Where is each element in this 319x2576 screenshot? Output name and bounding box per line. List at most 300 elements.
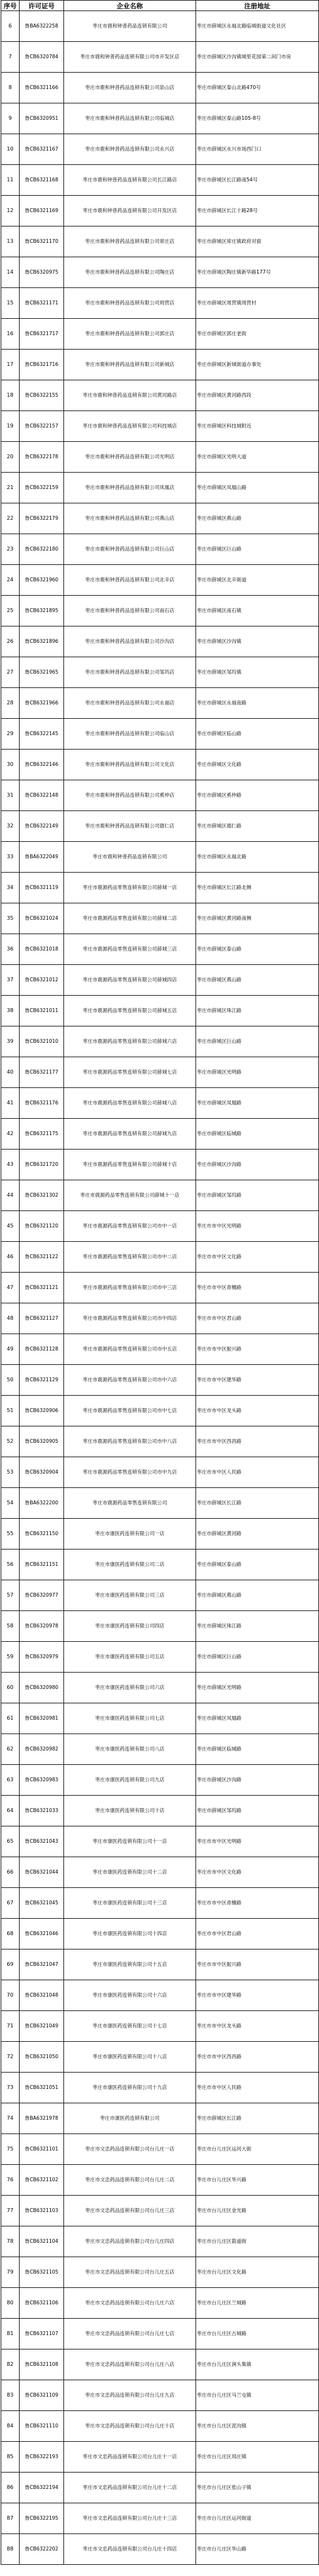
company-name: 枣庄市康医药连锁有限公司一店 bbox=[64, 1519, 196, 1550]
company-name: 枣庄市鹿和钟普药品连锁有限公司科技城店 bbox=[64, 411, 196, 442]
row-number: 30 bbox=[1, 750, 20, 780]
company-name: 枣庄市鹿和钟普药品连锁有限公司巨山店 bbox=[64, 534, 196, 565]
license-number: 鲁BA6322200 bbox=[20, 1488, 64, 1519]
company-name: 枣庄市文忠药品连锁有限公司台儿庄八店 bbox=[64, 2349, 196, 2380]
license-number: 鲁CB6321895 bbox=[20, 596, 64, 626]
license-number: 鲁CB6321176 bbox=[20, 1088, 64, 1119]
company-name: 枣庄市鹿源药品零售连锁有限公司薛城十一店 bbox=[64, 1180, 196, 1211]
table-row bbox=[1, 1057, 319, 1088]
row-number: 70 bbox=[1, 1980, 20, 2011]
registered-address: 枣庄市市中区人民路 bbox=[196, 1457, 319, 1488]
row-number: 86 bbox=[1, 2473, 20, 2503]
license-number: 鲁CB6320977 bbox=[20, 1580, 64, 1611]
table-row bbox=[1, 473, 319, 503]
license-number: 鲁CB6321109 bbox=[20, 2380, 64, 2411]
company-name: 枣庄市鹿和钟普药品连锁有限公司凤凰店 bbox=[64, 473, 196, 503]
table-row bbox=[1, 319, 319, 350]
table-row bbox=[1, 503, 319, 534]
company-name: 枣庄市康医药连锁有限公司九店 bbox=[64, 1765, 196, 1796]
company-name: 枣庄市鹿源药品零售连锁有限公司市中八店 bbox=[64, 1426, 196, 1457]
row-number: 59 bbox=[1, 1642, 20, 1673]
registered-address: 枣庄市市中区青檀路 bbox=[196, 1273, 319, 1303]
company-name: 枣庄市文忠药品连锁有限公司台儿庄四店 bbox=[64, 2226, 196, 2257]
registered-address: 枣庄市市中区建华路 bbox=[196, 1980, 319, 2011]
table-row bbox=[1, 719, 319, 750]
table-row bbox=[1, 657, 319, 688]
registered-address: 枣庄市薛城区奚仲路 bbox=[196, 780, 319, 811]
row-number: 74 bbox=[1, 2103, 20, 2134]
row-number: 76 bbox=[1, 2165, 20, 2196]
row-number: 62 bbox=[1, 1734, 20, 1765]
table-row bbox=[1, 1673, 319, 1703]
company-name: 枣庄市康医药连锁有限公司五店 bbox=[64, 1642, 196, 1673]
row-number: 15 bbox=[1, 288, 20, 319]
registered-address: 枣庄市薛城区巨山路 bbox=[196, 1026, 319, 1057]
company-name: 枣庄市康医药连锁有限公司十四店 bbox=[64, 1919, 196, 1950]
company-name: 枣庄市康医药连锁有限公司八店 bbox=[64, 1734, 196, 1765]
row-number: 7 bbox=[1, 42, 20, 73]
table-row bbox=[1, 2165, 319, 2196]
company-name: 枣庄市鹿和钟普药品连锁有限公司临城店 bbox=[64, 103, 196, 134]
row-number: 50 bbox=[1, 1365, 20, 1396]
table-row bbox=[1, 2257, 319, 2288]
row-number: 27 bbox=[1, 657, 20, 688]
table-row bbox=[1, 596, 319, 626]
row-number: 52 bbox=[1, 1426, 20, 1457]
company-name: 枣庄市鹿和钟普药品连锁有限公司南石店 bbox=[64, 596, 196, 626]
license-number: 鲁CB6321033 bbox=[20, 1796, 64, 1826]
table-row bbox=[1, 1826, 319, 1857]
license-number: 鲁CB6321047 bbox=[20, 1950, 64, 1980]
table-row bbox=[1, 350, 319, 380]
registered-address: 枣庄市市中区龙头路 bbox=[196, 1396, 319, 1426]
registered-address: 枣庄市薛城区长江路 bbox=[196, 2103, 319, 2134]
row-number: 73 bbox=[1, 2073, 20, 2103]
table-row bbox=[1, 2411, 319, 2442]
company-name: 枣庄市鹿源药品零售连锁有限公司市中四店 bbox=[64, 1303, 196, 1334]
company-name: 枣庄市鹿源药品零售连锁有限公司薛城八店 bbox=[64, 1088, 196, 1119]
license-number: 鲁CB6321049 bbox=[20, 2011, 64, 2042]
company-name: 枣庄市康医药连锁有限公司三店 bbox=[64, 1580, 196, 1611]
license-number: 鲁CB6320975 bbox=[20, 257, 64, 288]
row-number: 72 bbox=[1, 2042, 20, 2073]
registered-address: 枣庄市台儿庄区泥沟镇 bbox=[196, 2411, 319, 2442]
license-number: 鲁CB6321018 bbox=[20, 934, 64, 965]
row-number: 58 bbox=[1, 1611, 20, 1642]
registered-address: 枣庄市薛城区黄河路西段 bbox=[196, 380, 319, 411]
row-number: 77 bbox=[1, 2196, 20, 2226]
company-name: 枣庄市鹿和钟普药品连锁有限公司德仁店 bbox=[64, 811, 196, 842]
company-name: 枣庄市鹿源药品零售连锁有限公司薛城六店 bbox=[64, 1026, 196, 1057]
registered-address: 枣庄市薛城区永福北路临城街道文化社区 bbox=[196, 11, 319, 42]
table-row bbox=[1, 2503, 319, 2534]
license-number: 鲁CB6321122 bbox=[20, 1242, 64, 1273]
table-row bbox=[1, 1580, 319, 1611]
license-number: 鲁CB6321960 bbox=[20, 565, 64, 596]
table-row bbox=[1, 257, 319, 288]
license-number: 鲁CB6321129 bbox=[20, 1365, 64, 1396]
registered-address: 枣庄市薛城区珠江路 bbox=[196, 996, 319, 1026]
company-name: 枣庄市康医药连锁有限公司十一店 bbox=[64, 1826, 196, 1857]
company-name: 枣庄市鹿源药品零售连锁有限公司市中二店 bbox=[64, 1242, 196, 1273]
license-number: 鲁BA6322049 bbox=[20, 842, 64, 873]
registered-address: 枣庄市薛城区长江路南54号 bbox=[196, 165, 319, 196]
row-number: 66 bbox=[1, 1857, 20, 1888]
row-number: 40 bbox=[1, 1057, 20, 1088]
row-number: 64 bbox=[1, 1796, 20, 1826]
license-number: 鲁CB6321150 bbox=[20, 1519, 64, 1550]
license-number: 鲁CB6321011 bbox=[20, 996, 64, 1026]
company-name: 枣庄市康医药连锁有限公司十七店 bbox=[64, 2011, 196, 2042]
company-name: 枣庄市鹿和钟普药品连锁有限公司光明店 bbox=[64, 442, 196, 473]
license-number: 鲁CB6320980 bbox=[20, 1673, 64, 1703]
company-name: 枣庄市鹿和钟普药品连锁有限公司永兴店 bbox=[64, 134, 196, 165]
license-number: 鲁CB6321170 bbox=[20, 227, 64, 257]
license-number: 鲁CB6321965 bbox=[20, 657, 64, 688]
registered-address: 枣庄市薛城区郭庄老街 bbox=[196, 319, 319, 350]
registered-address: 枣庄市薛城区珠江路 bbox=[196, 1611, 319, 1642]
row-number: 37 bbox=[1, 965, 20, 996]
table-row bbox=[1, 2134, 319, 2165]
row-number: 28 bbox=[1, 688, 20, 719]
table-row bbox=[1, 1734, 319, 1765]
registered-address: 枣庄市薛城区巨山路 bbox=[196, 1642, 319, 1673]
table-row bbox=[1, 134, 319, 165]
license-number: 鲁CB6322178 bbox=[20, 442, 64, 473]
company-name: 枣庄市康医药连锁有限公司十九店 bbox=[64, 2073, 196, 2103]
table-row bbox=[1, 934, 319, 965]
registered-address: 枣庄市台儿庄区张山子镇 bbox=[196, 2473, 319, 2503]
company-name: 枣庄市鹿源药品零售连锁有限公司市中三店 bbox=[64, 1273, 196, 1303]
company-name: 枣庄市康医药连锁有限公司二店 bbox=[64, 1550, 196, 1580]
company-name: 枣庄市康医药连锁有限公司四店 bbox=[64, 1611, 196, 1642]
table-row bbox=[1, 1211, 319, 1242]
company-name: 枣庄市鹿和钟普药品连锁有限公司黄河路店 bbox=[64, 380, 196, 411]
registered-address: 枣庄市市中区光明路 bbox=[196, 1211, 319, 1242]
license-number: 鲁CB6321127 bbox=[20, 1303, 64, 1334]
license-number: 鲁CB6321051 bbox=[20, 2073, 64, 2103]
license-number: 鲁CB6321024 bbox=[20, 903, 64, 934]
row-number: 51 bbox=[1, 1396, 20, 1426]
license-number: 鲁CB6321107 bbox=[20, 2319, 64, 2349]
table-row bbox=[1, 1857, 319, 1888]
row-number: 81 bbox=[1, 2319, 20, 2349]
registered-address: 枣庄市台儿庄区运河大街 bbox=[196, 2134, 319, 2165]
license-number: 鲁CB6321151 bbox=[20, 1550, 64, 1580]
row-number: 60 bbox=[1, 1673, 20, 1703]
table-row bbox=[1, 1088, 319, 1119]
company-name: 枣庄市鹿和钟普药品连锁有限公司邹坞店 bbox=[64, 657, 196, 688]
table-row bbox=[1, 1242, 319, 1273]
license-number: 鲁CB6321128 bbox=[20, 1334, 64, 1365]
company-name: 枣庄市鹿和钟普药品连锁有限公司泉山店 bbox=[64, 73, 196, 103]
registered-address: 枣庄市台儿庄区箭道街 bbox=[196, 2226, 319, 2257]
license-number: 鲁CB6321048 bbox=[20, 1980, 64, 2011]
license-number: 鲁BA6322258 bbox=[20, 11, 64, 42]
registered-address: 枣庄市薛城区北辛街道 bbox=[196, 565, 319, 596]
company-name: 枣庄市鹿和钟普药品连锁有限公司陶庄店 bbox=[64, 257, 196, 288]
company-name: 枣庄市鹿源药品零售连锁有限公司薛城十店 bbox=[64, 1150, 196, 1180]
license-number: 鲁CB6321716 bbox=[20, 350, 64, 380]
company-name: 枣庄市鹿和钟普药品连锁有限公司沙沟店 bbox=[64, 626, 196, 657]
license-number: 鲁CB6321120 bbox=[20, 1211, 64, 1242]
table-row bbox=[1, 1950, 319, 1980]
license-number: 鲁CB6322148 bbox=[20, 780, 64, 811]
registered-address: 枣庄市薛城区沙沟路 bbox=[196, 1150, 319, 1180]
table-row bbox=[1, 1888, 319, 1919]
company-name: 枣庄市鹿源药品零售连锁有限公司 bbox=[64, 1488, 196, 1519]
license-number: 鲁CB6321045 bbox=[20, 1888, 64, 1919]
table-row bbox=[1, 1611, 319, 1642]
license-number: 鲁CB6321103 bbox=[20, 2196, 64, 2226]
registered-address: 枣庄市台儿庄区华山路 bbox=[196, 2534, 319, 2565]
table-row bbox=[1, 965, 319, 996]
row-number: 9 bbox=[1, 103, 20, 134]
company-name: 枣庄市鹿源药品零售连锁有限公司市中五店 bbox=[64, 1334, 196, 1365]
table-row bbox=[1, 565, 319, 596]
registered-address: 枣庄市薛城区陶庄镇新华路177号 bbox=[196, 257, 319, 288]
table-row bbox=[1, 1150, 319, 1180]
table-row bbox=[1, 1365, 319, 1396]
row-number: 65 bbox=[1, 1826, 20, 1857]
license-number: 鲁CB6321717 bbox=[20, 319, 64, 350]
row-number: 25 bbox=[1, 596, 20, 626]
registered-address: 枣庄市市中区西昌路 bbox=[196, 2042, 319, 2073]
license-number: 鲁CB6320951 bbox=[20, 103, 64, 134]
license-number: 鲁CB6322193 bbox=[20, 2442, 64, 2473]
registered-address: 枣庄市市中区文化路 bbox=[196, 1242, 319, 1273]
license-number: 鲁CB6321167 bbox=[20, 134, 64, 165]
row-number: 53 bbox=[1, 1457, 20, 1488]
registered-address: 枣庄市薛城区德仁路 bbox=[196, 811, 319, 842]
row-number: 54 bbox=[1, 1488, 20, 1519]
col-header-license: 许可证号 bbox=[20, 1, 64, 11]
row-number: 82 bbox=[1, 2349, 20, 2380]
table-row bbox=[1, 2103, 319, 2134]
table-row bbox=[1, 1180, 319, 1211]
row-number: 43 bbox=[1, 1150, 20, 1180]
row-number: 49 bbox=[1, 1334, 20, 1365]
registered-address: 枣庄市薛城区光明路 bbox=[196, 1673, 319, 1703]
table-row bbox=[1, 1642, 319, 1673]
table-row bbox=[1, 750, 319, 780]
license-number: 鲁CB6322157 bbox=[20, 411, 64, 442]
table-row bbox=[1, 411, 319, 442]
license-number: 鲁CB6321169 bbox=[20, 196, 64, 227]
license-number: 鲁CB6322155 bbox=[20, 380, 64, 411]
table-row bbox=[1, 2042, 319, 2073]
registered-address: 枣庄市台儿庄区兰城路 bbox=[196, 2288, 319, 2319]
row-number: 35 bbox=[1, 903, 20, 934]
row-number: 17 bbox=[1, 350, 20, 380]
company-name: 枣庄市康医药连锁有限公司六店 bbox=[64, 1673, 196, 1703]
table-row bbox=[1, 2473, 319, 2503]
company-name: 枣庄市鹿源药品零售连锁有限公司薛城五店 bbox=[64, 996, 196, 1026]
company-name: 枣庄市文忠药品连锁有限公司台儿庄十二店 bbox=[64, 2473, 196, 2503]
registered-address: 枣庄市薛城区邹坞路 bbox=[196, 1180, 319, 1211]
license-number: 鲁CB6321121 bbox=[20, 1273, 64, 1303]
row-number: 6 bbox=[1, 11, 20, 42]
row-number: 80 bbox=[1, 2288, 20, 2319]
table-row bbox=[1, 380, 319, 411]
company-name: 枣庄市鹿源药品零售连锁有限公司薛城九店 bbox=[64, 1119, 196, 1150]
row-number: 34 bbox=[1, 873, 20, 903]
registered-address: 枣庄市薛城区燕山路 bbox=[196, 503, 319, 534]
license-number: 鲁CB6321119 bbox=[20, 873, 64, 903]
company-name: 枣庄市鹿和钟普药品连锁有限公司奚仲店 bbox=[64, 780, 196, 811]
company-name: 枣庄市文忠药品连锁有限公司台儿庄三店 bbox=[64, 2196, 196, 2226]
table-row bbox=[1, 811, 319, 842]
row-number: 84 bbox=[1, 2411, 20, 2442]
company-name: 枣庄市康医药连锁有限公司七店 bbox=[64, 1703, 196, 1734]
company-name: 枣庄市文忠药品连锁有限公司台儿庄九店 bbox=[64, 2380, 196, 2411]
row-number: 23 bbox=[1, 534, 20, 565]
col-header-company: 企业名称 bbox=[64, 1, 196, 11]
table-row bbox=[1, 780, 319, 811]
row-number: 69 bbox=[1, 1950, 20, 1980]
table-row bbox=[1, 1273, 319, 1303]
table-row bbox=[1, 1519, 319, 1550]
registered-address: 枣庄市薛城区长江十路28号 bbox=[196, 196, 319, 227]
table-row bbox=[1, 227, 319, 257]
registered-address: 枣庄市薛城区光明大道 bbox=[196, 442, 319, 473]
company-name: 枣庄市康医药连锁有限公司十五店 bbox=[64, 1950, 196, 1980]
registered-address: 枣庄市薛城区长江路北侧 bbox=[196, 873, 319, 903]
table-body bbox=[1, 11, 319, 2565]
registered-address: 枣庄市薛城区燕山路 bbox=[196, 1580, 319, 1611]
license-number: 鲁CB6320904 bbox=[20, 1457, 64, 1488]
table-row bbox=[1, 1334, 319, 1365]
registered-address: 枣庄市市中区君山路 bbox=[196, 1303, 319, 1334]
table-row bbox=[1, 842, 319, 873]
table-row bbox=[1, 103, 319, 134]
row-number: 12 bbox=[1, 196, 20, 227]
table-row bbox=[1, 1980, 319, 2011]
company-name: 枣庄市康医药连锁有限公司十三店 bbox=[64, 1888, 196, 1919]
company-name: 枣庄市鹿源药品零售连锁有限公司市中七店 bbox=[64, 1396, 196, 1426]
registered-address: 枣庄市薛城区永福南路 bbox=[196, 688, 319, 719]
table-row bbox=[1, 1703, 319, 1734]
row-number: 36 bbox=[1, 934, 20, 965]
license-number: 鲁CB6322195 bbox=[20, 2503, 64, 2534]
row-number: 20 bbox=[1, 442, 20, 473]
license-number: 鲁CB6321966 bbox=[20, 688, 64, 719]
license-number: 鲁CB6321166 bbox=[20, 73, 64, 103]
table-row bbox=[1, 2196, 319, 2226]
registered-address: 枣庄市薛城区临城路 bbox=[196, 1734, 319, 1765]
row-number: 78 bbox=[1, 2226, 20, 2257]
license-number: 鲁CB6320979 bbox=[20, 1642, 64, 1673]
company-name: 枣庄市文忠药品连锁有限公司台儿庄十一店 bbox=[64, 2442, 196, 2473]
table-row bbox=[1, 2442, 319, 2473]
license-number: 鲁BA6321978 bbox=[20, 2103, 64, 2134]
registered-address: 枣庄市市中区龙头路 bbox=[196, 2011, 319, 2042]
license-number: 鲁CB6321104 bbox=[20, 2226, 64, 2257]
row-number: 41 bbox=[1, 1088, 20, 1119]
company-name: 枣庄市鹿源药品零售连锁有限公司薛城二店 bbox=[64, 903, 196, 934]
registered-address: 枣庄市薛城区光明路 bbox=[196, 1057, 319, 1088]
row-number: 46 bbox=[1, 1242, 20, 1273]
license-number: 鲁CB6322179 bbox=[20, 503, 64, 534]
table-row bbox=[1, 196, 319, 227]
table-row bbox=[1, 1488, 319, 1519]
registered-address: 枣庄市薛城区邹坞镇 bbox=[196, 657, 319, 688]
license-number: 鲁CB6322146 bbox=[20, 750, 64, 780]
table-row bbox=[1, 11, 319, 42]
row-number: 22 bbox=[1, 503, 20, 534]
table-row bbox=[1, 2288, 319, 2319]
row-number: 24 bbox=[1, 565, 20, 596]
registered-address: 枣庄市薛城区黄河路 bbox=[196, 1519, 319, 1550]
row-number: 13 bbox=[1, 227, 20, 257]
row-number: 79 bbox=[1, 2257, 20, 2288]
license-number: 鲁CB6321044 bbox=[20, 1857, 64, 1888]
table-row bbox=[1, 2349, 319, 2380]
company-name: 枣庄市鹿源药品零售连锁有限公司薛城三店 bbox=[64, 934, 196, 965]
company-name: 枣庄市鹿源药品零售连锁有限公司薛城七店 bbox=[64, 1057, 196, 1088]
row-number: 47 bbox=[1, 1273, 20, 1303]
table-row bbox=[1, 534, 319, 565]
table-row bbox=[1, 903, 319, 934]
row-number: 88 bbox=[1, 2534, 20, 2565]
registered-address: 枣庄市薛城区临城路 bbox=[196, 1119, 319, 1150]
table-row bbox=[1, 1796, 319, 1826]
registered-address: 枣庄市薛城区文化路 bbox=[196, 750, 319, 780]
company-name: 枣庄市鹿和钟普药品连锁有限公司 bbox=[64, 842, 196, 873]
row-number: 26 bbox=[1, 626, 20, 657]
table-row bbox=[1, 688, 319, 719]
company-name: 枣庄市鹿和钟普药品连锁有限公司长江路店 bbox=[64, 165, 196, 196]
company-name: 枣庄市鹿源药品零售连锁有限公司市中一店 bbox=[64, 1211, 196, 1242]
company-name: 枣庄市康医药连锁有限公司十店 bbox=[64, 1796, 196, 1826]
registered-address: 枣庄市薛城区新城街道办事处 bbox=[196, 350, 319, 380]
registered-address: 枣庄市台儿庄区马兰屯镇 bbox=[196, 2380, 319, 2411]
registered-address: 枣庄市薛城区周营镇周营村 bbox=[196, 288, 319, 319]
row-number: 8 bbox=[1, 73, 20, 103]
license-number: 鲁CB6321302 bbox=[20, 1180, 64, 1211]
row-number: 87 bbox=[1, 2503, 20, 2534]
company-name: 枣庄市康医药连锁有限公司十二店 bbox=[64, 1857, 196, 1888]
row-number: 68 bbox=[1, 1919, 20, 1950]
row-number: 18 bbox=[1, 380, 20, 411]
row-number: 45 bbox=[1, 1211, 20, 1242]
license-number: 鲁CB6320982 bbox=[20, 1734, 64, 1765]
row-number: 31 bbox=[1, 780, 20, 811]
registered-address: 枣庄市薛城区邹坞路 bbox=[196, 1796, 319, 1826]
company-name: 枣庄市鹿和钟普药品连锁有限公司文化店 bbox=[64, 750, 196, 780]
registered-address: 枣庄市薛城区沙沟镇城里花园第二间门市房 bbox=[196, 42, 319, 73]
registered-address: 枣庄市市中区文化路 bbox=[196, 1857, 319, 1888]
table-row bbox=[1, 996, 319, 1026]
license-number: 鲁CB6321046 bbox=[20, 1919, 64, 1950]
registered-address: 枣庄市市中区光明路 bbox=[196, 1826, 319, 1857]
license-number: 鲁CB6320906 bbox=[20, 1396, 64, 1426]
license-number: 鲁CB6321108 bbox=[20, 2349, 64, 2380]
registered-address: 枣庄市薛城区长江路 bbox=[196, 1488, 319, 1519]
registered-address: 枣庄市薛城区科技城附近 bbox=[196, 411, 319, 442]
row-number: 33 bbox=[1, 842, 20, 873]
registered-address: 枣庄市薛城区泰山北路470号 bbox=[196, 73, 319, 103]
registered-address: 枣庄市台儿庄区华兴路 bbox=[196, 2165, 319, 2196]
license-number: 鲁CB6320905 bbox=[20, 1426, 64, 1457]
company-name: 枣庄市鹿和钟普药品连锁有限公司永福店 bbox=[64, 688, 196, 719]
registered-address: 枣庄市薛城区永福北路 bbox=[196, 842, 319, 873]
company-name: 枣庄市文忠药品连锁有限公司台儿庄六店 bbox=[64, 2288, 196, 2319]
row-number: 38 bbox=[1, 996, 20, 1026]
company-name: 枣庄市鹿和钟普药品连锁有限公司常庄店 bbox=[64, 227, 196, 257]
row-number: 56 bbox=[1, 1550, 20, 1580]
company-name: 枣庄市鹿和钟普药品连锁有限公司新城店 bbox=[64, 350, 196, 380]
